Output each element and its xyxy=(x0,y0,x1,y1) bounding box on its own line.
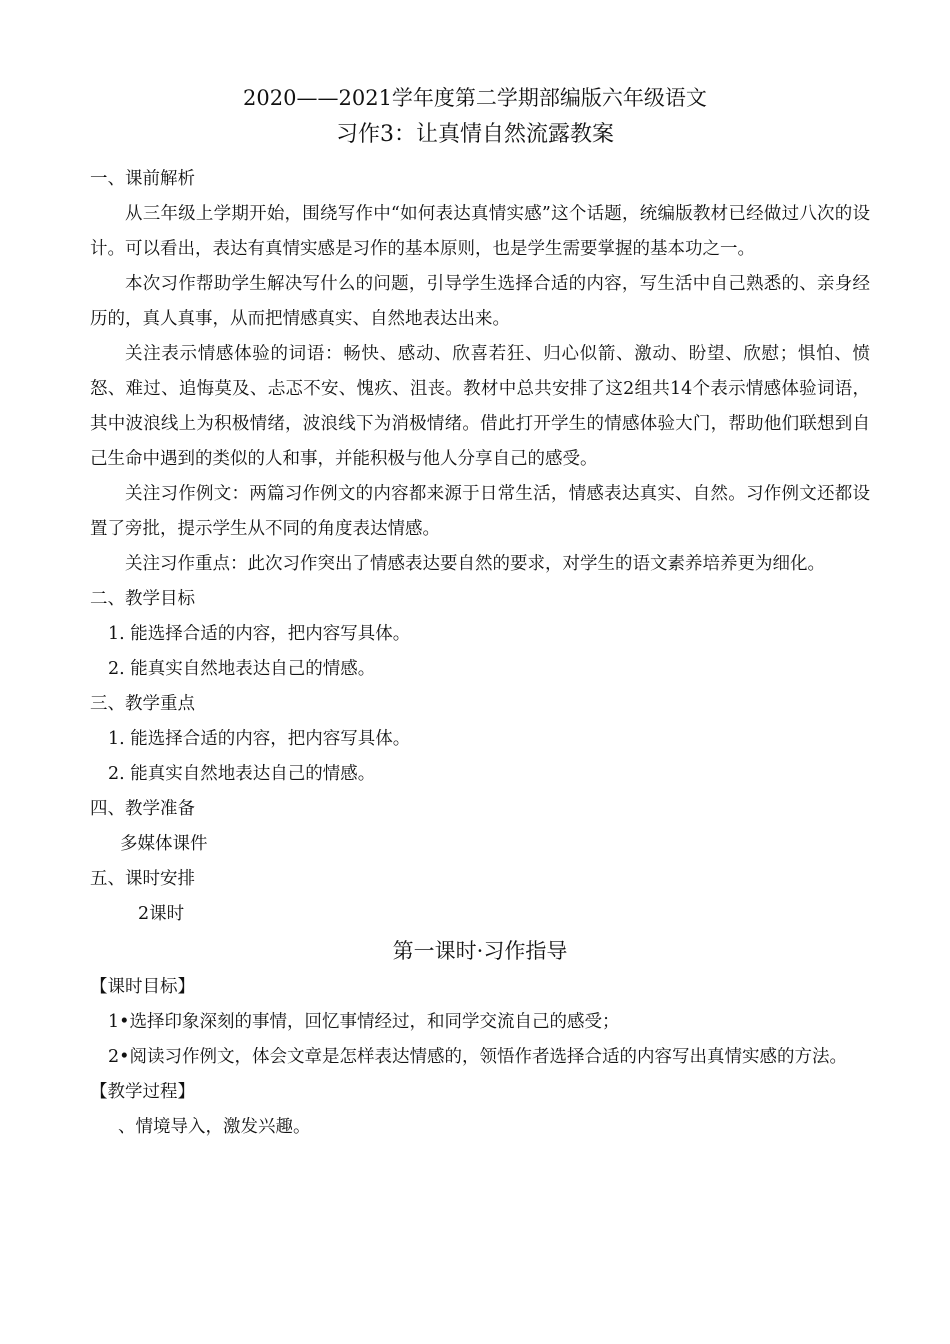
document-title-line1: 2020——2021学年度第二学期部编版六年级语文 xyxy=(243,86,707,110)
objective-item: 1. 能选择合适的内容，把内容写具体。 xyxy=(108,624,411,644)
lesson-goal-item: 1•选择印象深刻的事情，回忆事情经过，和同学交流自己的感受； xyxy=(108,1012,620,1032)
section-heading-key-points: 三、教学重点 xyxy=(90,694,195,714)
section-heading-objectives: 二、教学目标 xyxy=(90,589,195,609)
key-point-item: 1. 能选择合适的内容，把内容写具体。 xyxy=(108,729,411,749)
teaching-process-heading: 【教学过程】 xyxy=(90,1082,195,1102)
process-step: 、情境导入，激发兴趣。 xyxy=(118,1117,311,1137)
analysis-paragraph-5: 关注习作重点：此次习作突出了情感表达要自然的要求，对学生的语文素养培养更为细化。 xyxy=(125,554,825,574)
section-heading-schedule: 五、课时安排 xyxy=(90,869,195,889)
section-heading-analysis: 一、课前解析 xyxy=(90,169,195,189)
lesson-goals-heading: 【课时目标】 xyxy=(90,977,195,997)
key-point-item: 2. 能真实自然地表达自己的情感。 xyxy=(108,764,376,784)
preparation-text: 多媒体课件 xyxy=(120,834,208,854)
document-body xyxy=(90,162,870,1145)
schedule-text: 2课时 xyxy=(138,904,185,924)
lesson-title: 第一课时·习作指导 xyxy=(392,939,568,963)
objective-item: 2. 能真实自然地表达自己的情感。 xyxy=(108,659,376,679)
section-heading-preparation: 四、教学准备 xyxy=(90,799,195,819)
analysis-paragraph-2: 本次习作帮助学生解决写什么的问题，引导学生选择合适的内容，写生活中自己熟悉的、亲身经历的，真人真事，从而把情感真实、自然地表达出来。 xyxy=(90,274,870,329)
analysis-paragraph-4: 关注习作例文：两篇习作例文的内容都来源于日常生活，情感表达真实、自然。习作例文还都设置了旁批，提示学生从不同的角度表达情感。 xyxy=(90,484,870,539)
analysis-paragraph-1: 从三年级上学期开始，围绕写作中“如何表达真情实感”这个话题，统编版教材已经做过八次的设计。可以看出，表达有真情实感是习作的基本原则，也是学生需要掌握的基本功之一。 xyxy=(90,204,870,259)
lesson-goal-item: 2•阅读习作例文，体会文章是怎样表达情感的，领悟作者选择合适的内容写出真情实感的方法。 xyxy=(108,1047,847,1067)
analysis-paragraph-3: 关注表示情感体验的词语：畅快、感动、欣喜若狂、归心似箭、激动、盼望、欣慰；惧怕、愤怒、难过、追悔莫及、忐忑不安、愧疚、沮丧。教材中总共安排了这2组共14个表示情感体验词语，其中波浪线上为积极情绪，波浪线下为消极情绪。借此打开学生的情感体验大门，帮助他们联想到自己生命中遇到的类似的人和事，并能积极与他人分享自己的感受。 xyxy=(90,344,870,469)
document-title-line2: 习作3：让真情自然流露教案 xyxy=(336,122,614,147)
